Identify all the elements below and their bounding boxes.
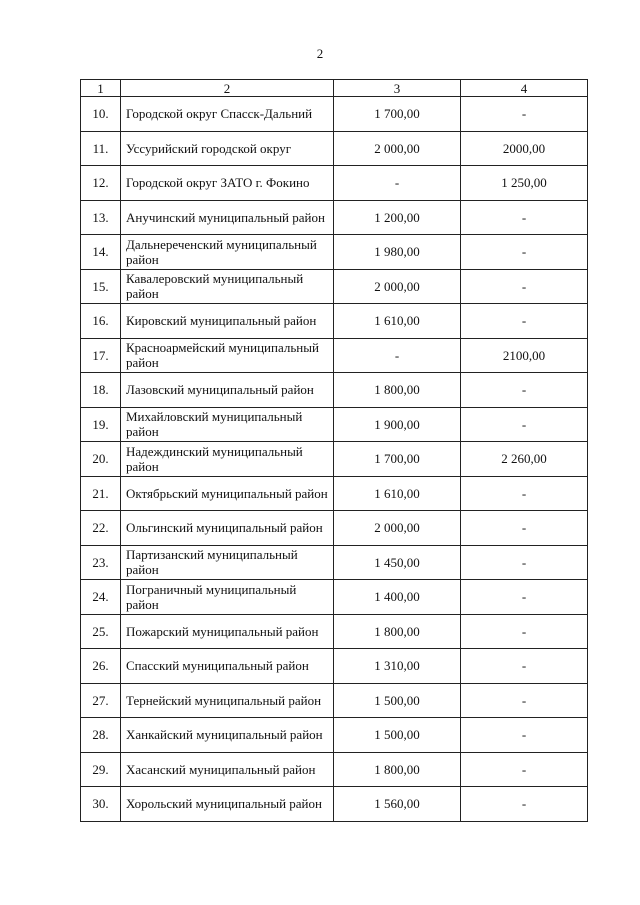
table-row [81, 683, 588, 718]
value-col3-cell: 1 610,00 [334, 476, 461, 511]
table-row [81, 614, 588, 649]
table-row [81, 476, 588, 511]
table-row [81, 269, 588, 304]
row-number-cell: 11. [81, 131, 121, 166]
row-number-cell: 10. [81, 97, 121, 132]
table-row [81, 338, 588, 373]
row-number-cell: 28. [81, 718, 121, 753]
table-row [81, 97, 588, 132]
table-row [81, 545, 588, 580]
value-col4-cell: - [461, 97, 588, 132]
district-name-cell: Хорольский муниципальный район [121, 787, 334, 822]
value-col3-cell: 1 560,00 [334, 787, 461, 822]
row-number-cell: 14. [81, 235, 121, 270]
row-number-cell: 27. [81, 683, 121, 718]
header-col-1: 1 [81, 80, 121, 97]
district-name-cell: Спасский муниципальный район [121, 649, 334, 684]
row-number-cell: 21. [81, 476, 121, 511]
district-name-cell: Партизанский муниципальный район [121, 545, 334, 580]
value-col4-cell: - [461, 649, 588, 684]
district-name-cell: Тернейский муниципальный район [121, 683, 334, 718]
value-col4-cell: - [461, 718, 588, 753]
value-col4-cell: - [461, 683, 588, 718]
district-name-cell: Анучинский муниципальный район [121, 200, 334, 235]
value-col3-cell: 1 800,00 [334, 614, 461, 649]
value-col3-cell: 1 450,00 [334, 545, 461, 580]
table-row [81, 442, 588, 477]
table-row [81, 580, 588, 615]
value-col3-cell: 1 980,00 [334, 235, 461, 270]
value-col4-cell: - [461, 304, 588, 339]
district-name-cell: Октябрьский муниципальный район [121, 476, 334, 511]
row-number-cell: 22. [81, 511, 121, 546]
district-name-cell: Надеждинский муниципальный район [121, 442, 334, 477]
district-name-cell: Михайловский муниципальный район [121, 407, 334, 442]
table-row [81, 718, 588, 753]
table-row [81, 407, 588, 442]
value-col4-cell: - [461, 787, 588, 822]
table-body [81, 80, 588, 822]
district-name-cell: Городской округ ЗАТО г. Фокино [121, 166, 334, 201]
value-col4-cell: - [461, 373, 588, 408]
district-name-cell: Пожарский муниципальный район [121, 614, 334, 649]
row-number-cell: 12. [81, 166, 121, 201]
table-header-row [81, 80, 588, 97]
district-name-cell: Пограничный муниципальный район [121, 580, 334, 615]
row-number-cell: 23. [81, 545, 121, 580]
row-number-cell: 15. [81, 269, 121, 304]
row-number-cell: 17. [81, 338, 121, 373]
row-number-cell: 18. [81, 373, 121, 408]
header-col-2: 2 [121, 80, 334, 97]
table-row [81, 131, 588, 166]
table-row [81, 787, 588, 822]
table-row [81, 304, 588, 339]
district-name-cell: Городской округ Спасск-Дальний [121, 97, 334, 132]
district-name-cell: Лазовский муниципальный район [121, 373, 334, 408]
row-number-cell: 13. [81, 200, 121, 235]
header-col-4: 4 [461, 80, 588, 97]
value-col3-cell: 1 400,00 [334, 580, 461, 615]
value-col4-cell: - [461, 752, 588, 787]
row-number-cell: 26. [81, 649, 121, 684]
value-col4-cell: - [461, 614, 588, 649]
district-name-cell: Дальнереченский муниципальный район [121, 235, 334, 270]
table-row [81, 373, 588, 408]
page-number: 2 [316, 46, 324, 61]
value-col4-cell: 1 250,00 [461, 166, 588, 201]
value-col3-cell: 1 500,00 [334, 683, 461, 718]
table-row [81, 166, 588, 201]
value-col4-cell: - [461, 407, 588, 442]
row-number-cell: 29. [81, 752, 121, 787]
value-col3-cell: 1 700,00 [334, 442, 461, 477]
row-number-cell: 24. [81, 580, 121, 615]
value-col3-cell: 1 610,00 [334, 304, 461, 339]
allocation-table [80, 79, 588, 822]
value-col3-cell: 1 900,00 [334, 407, 461, 442]
value-col3-cell: 1 500,00 [334, 718, 461, 753]
value-col4-cell: 2000,00 [461, 131, 588, 166]
value-col3-cell: 1 700,00 [334, 97, 461, 132]
value-col3-cell: 2 000,00 [334, 131, 461, 166]
value-col3-cell: 1 800,00 [334, 373, 461, 408]
value-col3-cell: 2 000,00 [334, 511, 461, 546]
table-row [81, 752, 588, 787]
district-name-cell: Ханкайский муниципальный район [121, 718, 334, 753]
value-col4-cell: 2100,00 [461, 338, 588, 373]
district-name-cell: Кавалеровский муниципальный район [121, 269, 334, 304]
value-col4-cell: - [461, 269, 588, 304]
district-name-cell: Красноармейский муниципальный район [121, 338, 334, 373]
value-col4-cell: - [461, 476, 588, 511]
district-name-cell: Ольгинский муниципальный район [121, 511, 334, 546]
value-col4-cell: - [461, 511, 588, 546]
value-col3-cell: - [334, 166, 461, 201]
table-row [81, 200, 588, 235]
value-col3-cell: 1 310,00 [334, 649, 461, 684]
value-col3-cell: 1 800,00 [334, 752, 461, 787]
district-name-cell: Кировский муниципальный район [121, 304, 334, 339]
table-row [81, 511, 588, 546]
header-col-3: 3 [334, 80, 461, 97]
value-col4-cell: - [461, 200, 588, 235]
district-name-cell: Хасанский муниципальный район [121, 752, 334, 787]
row-number-cell: 20. [81, 442, 121, 477]
value-col4-cell: - [461, 235, 588, 270]
row-number-cell: 19. [81, 407, 121, 442]
district-name-cell: Уссурийский городской округ [121, 131, 334, 166]
value-col3-cell: - [334, 338, 461, 373]
row-number-cell: 16. [81, 304, 121, 339]
value-col3-cell: 1 200,00 [334, 200, 461, 235]
row-number-cell: 30. [81, 787, 121, 822]
table-row [81, 649, 588, 684]
value-col3-cell: 2 000,00 [334, 269, 461, 304]
value-col4-cell: - [461, 545, 588, 580]
value-col4-cell: - [461, 580, 588, 615]
row-number-cell: 25. [81, 614, 121, 649]
value-col4-cell: 2 260,00 [461, 442, 588, 477]
table-row [81, 235, 588, 270]
